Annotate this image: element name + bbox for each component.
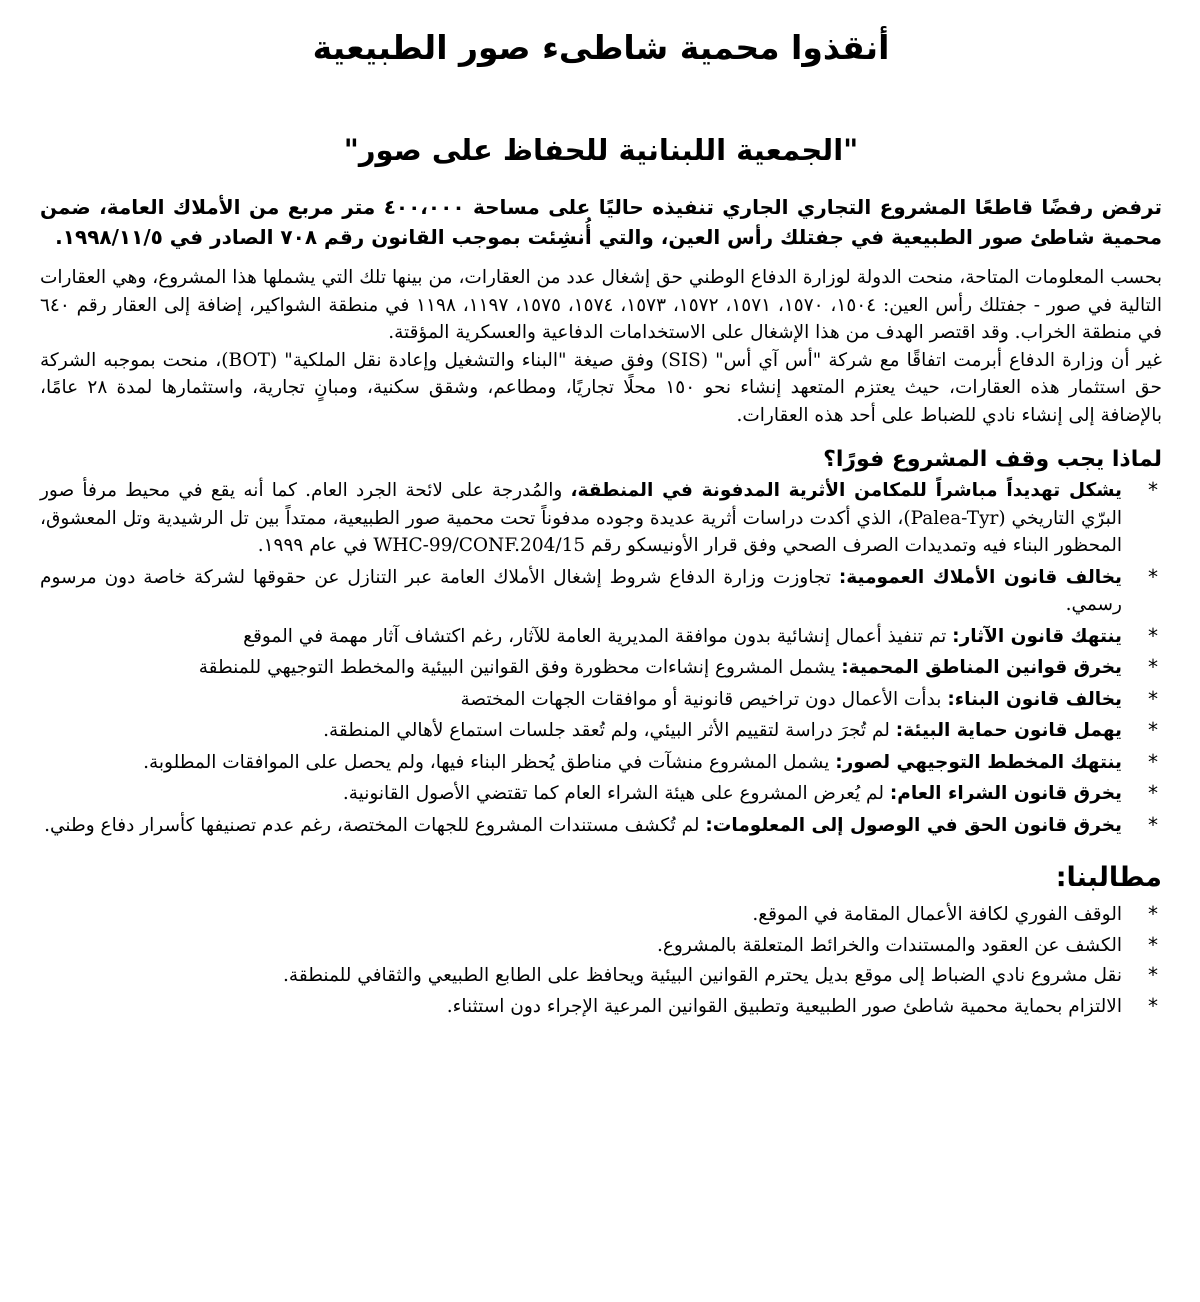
- reason-title: يشكل تهديداً مباشراً للمكامن الأثرية المدفونة في المنطقة،: [570, 480, 1122, 501]
- reason-title: يخرق قوانين المناطق المحمية:: [841, 657, 1122, 678]
- demand-text: نقل مشروع نادي الضباط إلى موقع بديل يحترم القوانين البيئية ويحافظ على الطابع الطبيعي والثقافي للمنطقة.: [283, 965, 1122, 986]
- organization-name: "الجمعية اللبنانية للحفاظ على صور": [343, 133, 859, 167]
- reason-title: يخرق قانون الحق في الوصول إلى المعلومات:: [705, 814, 1122, 836]
- reason-text: لم تُجرَ دراسة لتقييم الأثر البيئي، ولم تُعقد جلسات استماع لأهالي المنطقة.: [323, 720, 896, 741]
- asterisk-bullet-icon: *: [1148, 749, 1158, 774]
- reason-title: يخرق قانون الشراء العام:: [889, 783, 1122, 804]
- asterisk-bullet-icon: *: [1148, 623, 1158, 648]
- reason-text: يشمل المشروع إنشاءات محظورة وفق القوانين البيئية والمخطط التوجيهي للمنطقة: [198, 657, 842, 678]
- reasons-list: [40, 477, 1162, 839]
- demand-text: الالتزام بحماية محمية شاطئ صور الطبيعية وتطبيق القوانين المرعية الإجراء دون استثناء.: [446, 995, 1122, 1017]
- reason-item: [40, 717, 1162, 745]
- demands-list: [40, 901, 1162, 1020]
- reason-title: يهمل قانون حماية البيئة:: [895, 720, 1122, 741]
- asterisk-bullet-icon: *: [1148, 932, 1158, 957]
- demand-item: [40, 932, 1162, 960]
- reason-item: [40, 654, 1162, 682]
- asterisk-bullet-icon: *: [1148, 812, 1158, 837]
- reason-item: [40, 749, 1162, 777]
- demand-text: الوقف الفوري لكافة الأعمال المقامة في الموقع.: [752, 904, 1122, 925]
- background-section: [40, 264, 1162, 429]
- demand-text: الكشف عن العقود والمستندات والخرائط المتعلقة بالمشروع.: [656, 934, 1122, 956]
- reason-text: لم تُكشف مستندات المشروع للجهات المختصة، رغم عدم تصنيفها كأسرار دفاع وطني.: [44, 814, 706, 836]
- asterisk-bullet-icon: *: [1148, 902, 1158, 926]
- reason-item: [40, 477, 1162, 560]
- reason-item: [40, 780, 1162, 808]
- reason-text: تجاوزت وزارة الدفاع شروط إشغال الأملاك العامة عبر التنازل عن حقوقها لشركة خاصة دون مرسوم رسمي.: [40, 566, 1122, 615]
- reason-item: [40, 564, 1162, 619]
- demand-item: [40, 962, 1162, 990]
- reason-title: يخالف قانون الأملاك العمومية:: [838, 566, 1122, 588]
- asterisk-bullet-icon: *: [1148, 718, 1158, 742]
- asterisk-bullet-icon: *: [1148, 655, 1158, 679]
- reason-text: والمُدرجة على لائحة الجرد العام. كما أنه يقع في محيط مرفأ صور البرّي التاريخي (Palea-Tyr)، الذي أكدت دراسات أثرية عديدة وجوده مدفوناً تحت محمية صور الطبيعية، ممتداً بين تل الرشيدية وتل المعشوق، المحظور البناء فيه وتمديدات الصرف الصحي وفق قرار الأونيسكو رقم WHC-99/CONF.204/15 في عام ١٩٩٩.: [40, 480, 1122, 556]
- reason-title: ينتهك قانون الآثار:: [952, 625, 1122, 647]
- reason-item: [40, 812, 1162, 840]
- reason-text: يشمل المشروع منشآت في مناطق يُحظر البناء فيها، ولم يحصل على الموافقات المطلوبة.: [143, 751, 836, 773]
- background-paragraph-2: غير أن وزارة الدفاع أبرمت اتفاقًا مع شركة "أس آي أس" (SIS) وفق صيغة "البناء والتشغيل وإعادة نقل الملكية" (BOT)، منحت بموجبه الشركة حق استثمار هذه العقارات، حيث يعتزم المتعهد إنشاء نحو ١٥٠ محلًا تجاريًا، ومطاعم، وشقق سكنية، ومبانٍ تجارية، واستثمارها لمدة ٢٨ عامًا، بالإضافة إلى إنشاء نادي للضباط على أحد هذه العقارات.: [40, 349, 1162, 426]
- asterisk-bullet-icon: *: [1148, 564, 1158, 589]
- asterisk-bullet-icon: *: [1148, 781, 1158, 805]
- demand-item: [40, 901, 1162, 929]
- reason-item: [40, 623, 1162, 651]
- reason-text: لم يُعرض المشروع على هيئة الشراء العام كما تقتضي الأصول القانونية.: [342, 783, 890, 804]
- reason-text: تم تنفيذ أعمال إنشائية بدون موافقة المديرية العامة للآثار، رغم اكتشاف آثار مهمة في الموقع: [243, 625, 953, 647]
- asterisk-bullet-icon: *: [1148, 478, 1158, 502]
- demands-heading: مطالبنا:: [1055, 862, 1162, 893]
- reason-item: [40, 686, 1162, 714]
- background-paragraph-1: بحسب المعلومات المتاحة، منحت الدولة لوزارة الدفاع الوطني حق إشغال عدد من العقارات، من بينها تلك التي يشملها هذا المشروع، وهي العقارات التالية في صور - جفتلك رأس العين: ١٥٠٤، ١٥٧٠، ١٥٧١، ١٥٧٢، ١٥٧٣، ١٥٧٤، ١٥٧٥، ١١٩٧، ١١٩٨ في منطقة الشواكير، إضافة إلى العقار رقم ٦٤٠ في منطقة الخراب. وقد اقتصر الهدف من هذا الإشغال على الاستخدامات الدفاعية والعسكرية المؤقتة.: [40, 267, 1162, 343]
- why-heading: لماذا يجب وقف المشروع فورًا؟: [823, 447, 1162, 472]
- reason-title: يخالف قانون البناء:: [947, 688, 1122, 710]
- document-title: أنقذوا محمية شاطىء صور الطبيعية: [312, 28, 890, 67]
- asterisk-bullet-icon: *: [1148, 993, 1158, 1018]
- asterisk-bullet-icon: *: [1148, 963, 1158, 987]
- demand-item: [40, 993, 1162, 1021]
- reason-text: بدأت الأعمال دون تراخيص قانونية أو موافقات الجهات المختصة: [460, 688, 948, 710]
- reason-title: ينتهك المخطط التوجيهي لصور:: [835, 751, 1122, 773]
- intro-statement: ترفض رفضًا قاطعًا المشروع التجاري الجاري تنفيذه حاليًا على مساحة ٤٠٠،٠٠٠ متر مربع من الأملاك العامة، ضمن محمية شاطئ صور الطبيعية في جفتلك رأس العين، والتي أُنشِئت بموجب القانون رقم ٧٠٨ الصادر في ١٩٩٨/١١/٥.: [40, 195, 1163, 249]
- asterisk-bullet-icon: *: [1148, 686, 1158, 711]
